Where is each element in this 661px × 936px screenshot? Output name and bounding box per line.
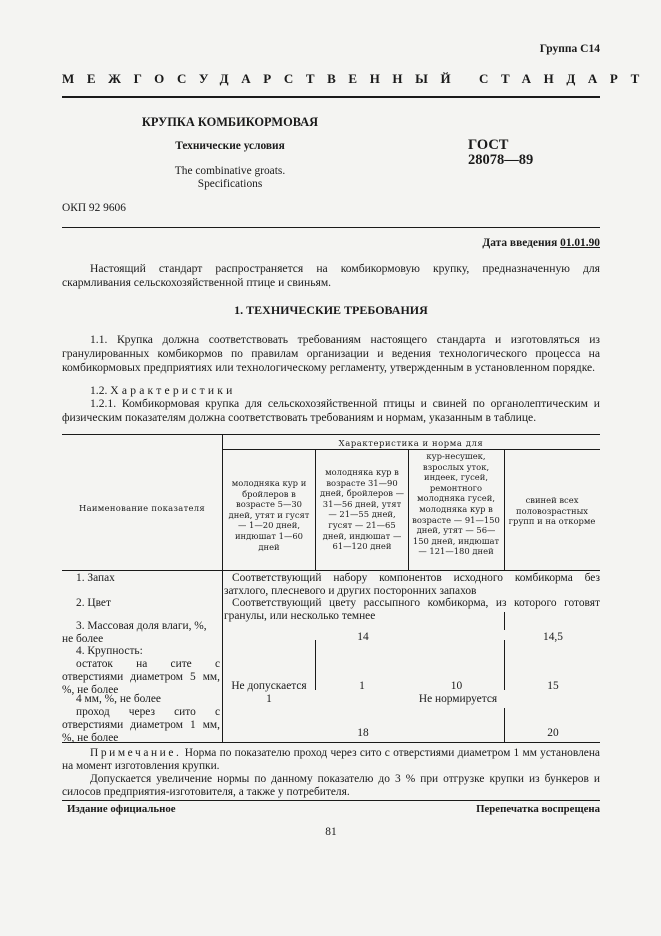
table-body-divider-4a	[504, 640, 505, 690]
table-col-divider-1	[222, 434, 223, 742]
header-rule	[62, 227, 600, 228]
table-top-rule	[62, 434, 600, 435]
row-4mm-name: 4 мм, %, не более	[76, 693, 161, 705]
row-residue-value-3: 10	[450, 680, 463, 692]
paragraph-1-2-number: 1.2.	[90, 384, 108, 397]
date-value: 01.01.90	[560, 237, 600, 249]
row-residue-name: остаток на сите с отверстиями диаметром 5 мм, %, не более	[62, 658, 220, 696]
table-header-col4: свиней всех половозрастных групп и на откорме	[508, 495, 596, 527]
table-header-col3: кур-несушек, взрослых уток, индеек, гусей, ремонтного молодняка гусей, молодняка кур в возрасте — 91—150 дней, утят — 56—150 дней, индюшат — 121—180 дней	[412, 451, 500, 557]
row-smell-name: 1. Запах	[76, 572, 115, 584]
row-smell-value: Соответствующий набору компонентов исходного комбикорма без затхлого, плесневого и других посторонних запахов	[224, 572, 600, 597]
table-col-divider-3	[408, 449, 409, 570]
table-col-divider-4	[504, 449, 505, 570]
doc-subtitle: Технические условия	[175, 140, 285, 152]
row-residue-value-4: 15	[547, 680, 559, 692]
intro-paragraph: Настоящий стандарт распространяется на комбикормовую крупку, предназначенную для скармливания сельскохозяйственной птице и свиньям.	[62, 262, 600, 289]
row-4mm-value-2: Не нормируется	[418, 693, 498, 705]
row-residue-value-1: Не допускается	[231, 680, 307, 692]
english-title-1: The combinative groats.	[174, 165, 286, 177]
date-label: Дата введения	[482, 237, 558, 249]
section-heading: 1. ТЕХНИЧЕСКИЕ ТРЕБОВАНИЯ	[234, 303, 428, 317]
standard-banner: МЕЖГОСУДАРСТВЕННЫЙ СТАНДАРТ	[62, 71, 652, 86]
row-moisture-value-4: 14,5	[543, 631, 563, 643]
footer-reprint-prohibited: Перепечатка воспрещена	[476, 803, 600, 815]
table-body-rule	[62, 570, 600, 571]
row-pass-value-1: 18	[357, 727, 369, 739]
row-pass-value-4: 20	[547, 727, 559, 739]
banner-rule	[62, 96, 600, 98]
note-text: Норма по показателю проход через сито с отверстиями диаметром 1 мм установлена на момент изготовления крупки.	[62, 747, 600, 772]
table-header-name: Наименование показателя	[79, 503, 205, 513]
table-header-col2: молодняка кур в возрасте 31—90 дней, бройлеров — 31—56 дней, утят — 21—55 дней, гусят — 21—65 дней, индюшат — 61—120 дней	[319, 467, 405, 552]
row-color-name: 2. Цвет	[76, 597, 111, 609]
page-number: 81	[325, 826, 337, 838]
table-header-col1: молодняка кур и бройлеров в возрасте 5—30 дней, утят и гусят — 1—20 дней, индюшат 1—60 дней	[228, 478, 310, 552]
note-label: Примечание.	[90, 747, 182, 759]
group-label: Группа С14	[539, 43, 600, 55]
table-body-divider-4c	[504, 708, 505, 742]
note-paragraph-2: Допускается увеличение нормы по данному показателю до 3 % при отгрузке крупки из бункеров и силосов предприятия-изготовителя, а также у потребителя.	[62, 773, 600, 798]
footer-rule	[62, 800, 600, 801]
footer-official-edition: Издание официальное	[67, 803, 176, 815]
english-title-2: Specifications	[197, 178, 263, 190]
paragraph-1-2-1: 1.2.1. Комбикормовая крупка для сельскохозяйственной птицы и свиней по органолептическим и физическим показателям должна соответствовать требованиям и нормам, указанным в таблице.	[62, 397, 600, 424]
gost-label: ГОСТ	[468, 137, 509, 153]
paragraph-1-1: 1.1. Крупка должна соответствовать требованиям настоящего стандарта и изготовляться из гранулированных комбикормов по правилам организации и ведения технологического процесса на комбикормовых предприятиях или технологическому регламенту, утвержденным в установленном порядке.	[62, 333, 600, 374]
row-size-name: 4. Крупность:	[76, 645, 143, 657]
paragraph-1-2	[90, 384, 600, 398]
gost-number: 28078—89	[468, 152, 534, 168]
row-color-value: Соответствующий цвету рассыпного комбикорма, из которого готовят гранулы, или несколько темнее	[224, 597, 600, 622]
row-residue-value-2: 1	[359, 680, 365, 692]
table-note	[62, 747, 600, 773]
row-4mm-value-1: 1	[266, 693, 272, 705]
doc-title: КРУПКА КОМБИКОРМОВАЯ	[141, 115, 319, 129]
row-moisture-value-1: 14	[357, 631, 369, 643]
table-col-divider-2	[315, 449, 316, 570]
row-pass-name: проход через сито с отверстиями диаметром 1 мм, %, не более	[62, 706, 220, 744]
okp-code: ОКП 92 9606	[62, 202, 126, 214]
row-moisture-name: 3. Массовая доля влаги, %, не более	[62, 620, 207, 645]
table-header-top: Характеристика и норма для	[338, 438, 484, 448]
paragraph-1-2-label: Характеристики	[110, 384, 236, 397]
introduction-date	[482, 237, 600, 249]
table-header-rule	[222, 449, 600, 450]
